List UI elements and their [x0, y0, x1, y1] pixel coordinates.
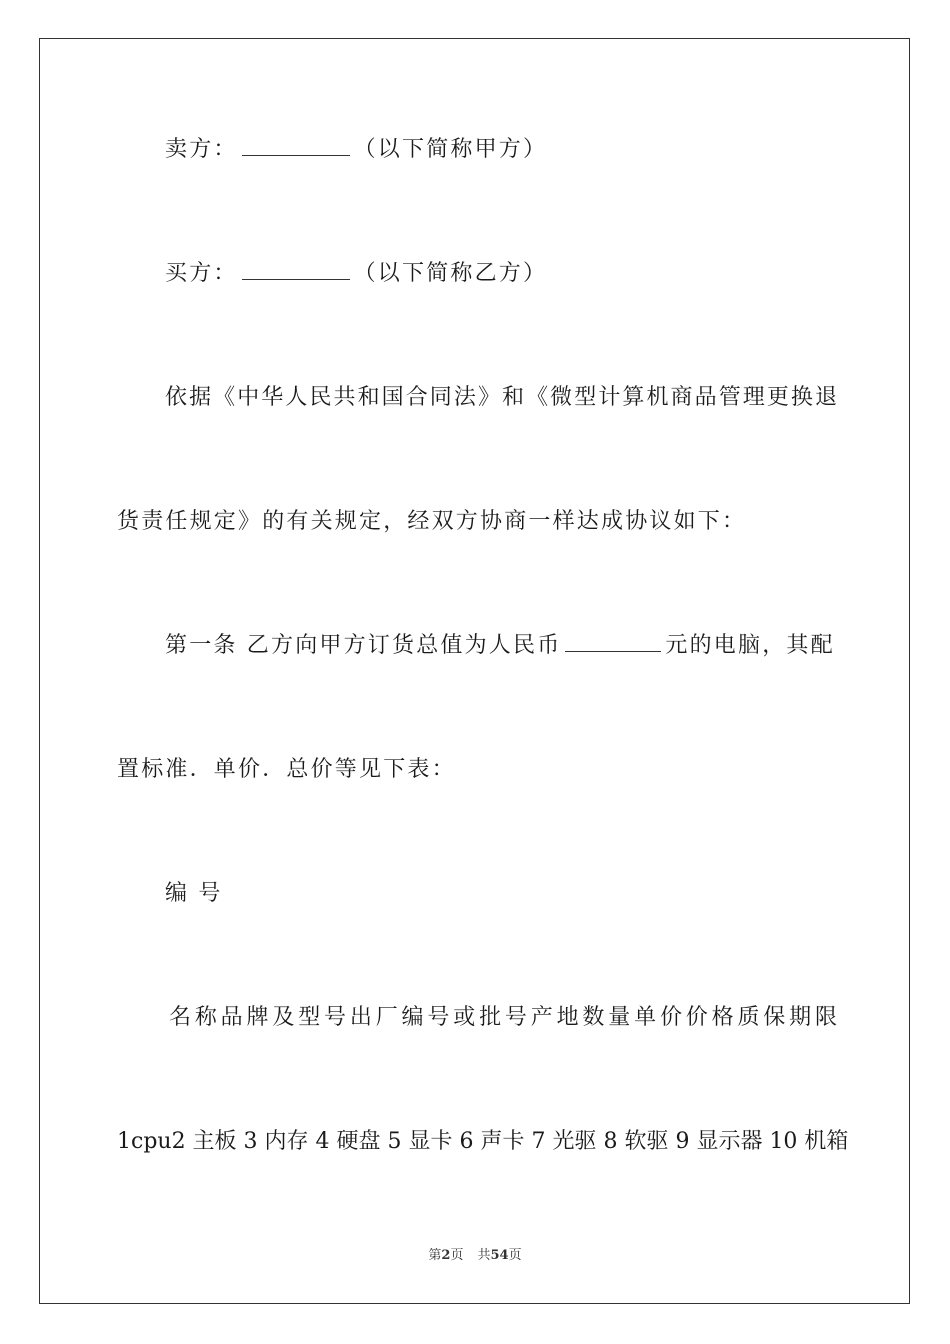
items-line: 1cpu2 主板 3 内存 4 硬盘 5 显卡 6 声卡 7 光驱 8 软驱 9 显示器 10 机箱: [117, 1129, 849, 1154]
basis-line-1: 依据《中华人民共和国合同法》和《微型计算机商品管理更换退: [165, 385, 837, 410]
seller-line: [165, 135, 837, 165]
buyer-line: [165, 259, 837, 289]
page-border: [39, 38, 910, 1304]
buyer-suffix: （以下简称乙方）: [353, 261, 548, 286]
footer-total-suffix: 页: [508, 1248, 522, 1263]
buyer-label: 买方：: [165, 261, 238, 286]
article1-blank: [565, 631, 661, 652]
article1-suffix: 元的电脑，其配: [665, 633, 835, 658]
footer-page-total: 54: [490, 1248, 509, 1263]
seller-blank: [242, 135, 350, 156]
table-number-label: 编 号: [165, 881, 223, 906]
seller-suffix: （以下简称甲方）: [353, 137, 548, 162]
footer-total-prefix: 共: [477, 1248, 491, 1263]
page-footer: [0, 1247, 950, 1265]
footer-page-mid: 页: [450, 1248, 464, 1263]
footer-page-prefix: 第: [428, 1248, 442, 1263]
footer-page-current: 2: [441, 1248, 451, 1263]
seller-label: 卖方：: [165, 137, 238, 162]
basis-line-2: 货责任规定》的有关规定，经双方协商一样达成协议如下：: [117, 509, 747, 534]
article1-line-2: 置标准．单价．总价等见下表：: [117, 757, 456, 782]
buyer-blank: [242, 259, 350, 280]
table-header-line: 名称品牌及型号出厂编号或批号产地数量单价价格质保期限: [169, 1005, 837, 1030]
article1-prefix: 第一条 乙方向甲方订货总值为人民币: [165, 633, 562, 658]
article1-line-1: [165, 631, 837, 661]
